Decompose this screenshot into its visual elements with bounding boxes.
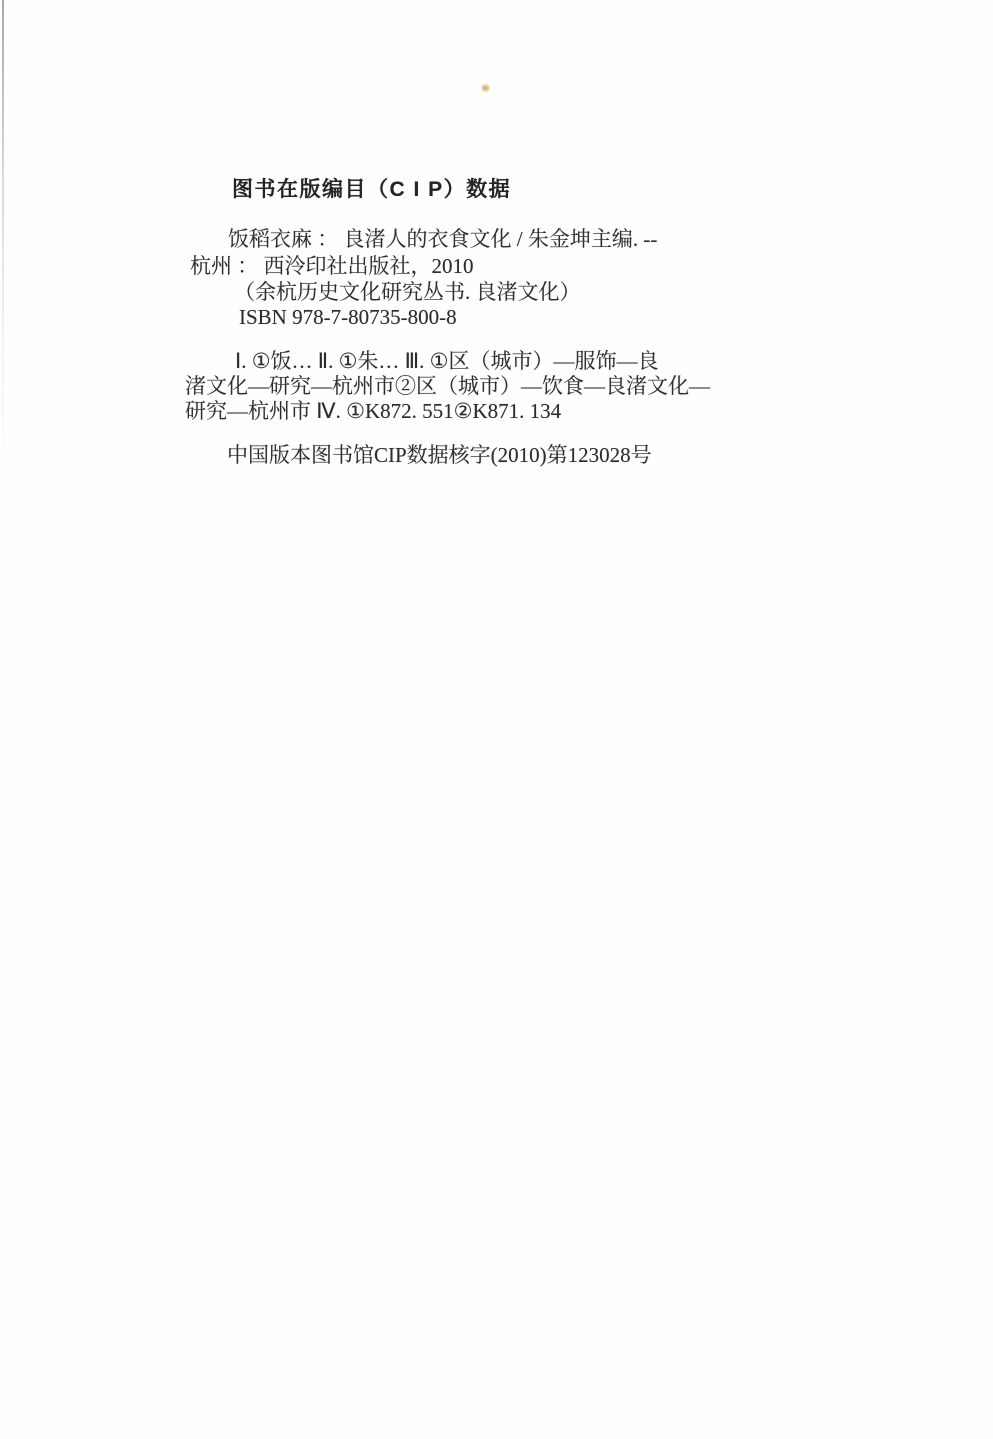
cip-record-isbn-line: ISBN 978-7-80735-800-8 [239, 305, 457, 329]
cip-classification-line-2: 渚文化—研究—杭州市②区（城市）—饮食—良渚文化— [185, 374, 710, 398]
cip-classification-line-1: Ⅰ. ①饭… Ⅱ. ①朱… Ⅲ. ①区（城市）—服饰—良 [235, 349, 659, 373]
scan-edge-artifact [2, 0, 4, 500]
cip-registration-line: 中国版本图书馆CIP数据核字(2010)第123028号 [227, 443, 652, 467]
cip-record-title-line: 饭稻衣麻 ： 良渚人的衣食文化 / 朱金坤主编. -- [228, 227, 658, 251]
cip-record-publisher-line: 杭州 ： 西泠印社出版社，2010 [190, 254, 474, 278]
cip-record-series-line: （余杭历史文化研究丛书. 良渚文化） [234, 280, 581, 304]
cip-heading: 图书在版编目（C I P）数据 [232, 178, 512, 201]
cip-classification-line-3: 研究—杭州市 Ⅳ. ①K872. 551②K871. 134 [185, 399, 562, 423]
toner-speck-artifact [481, 84, 490, 92]
